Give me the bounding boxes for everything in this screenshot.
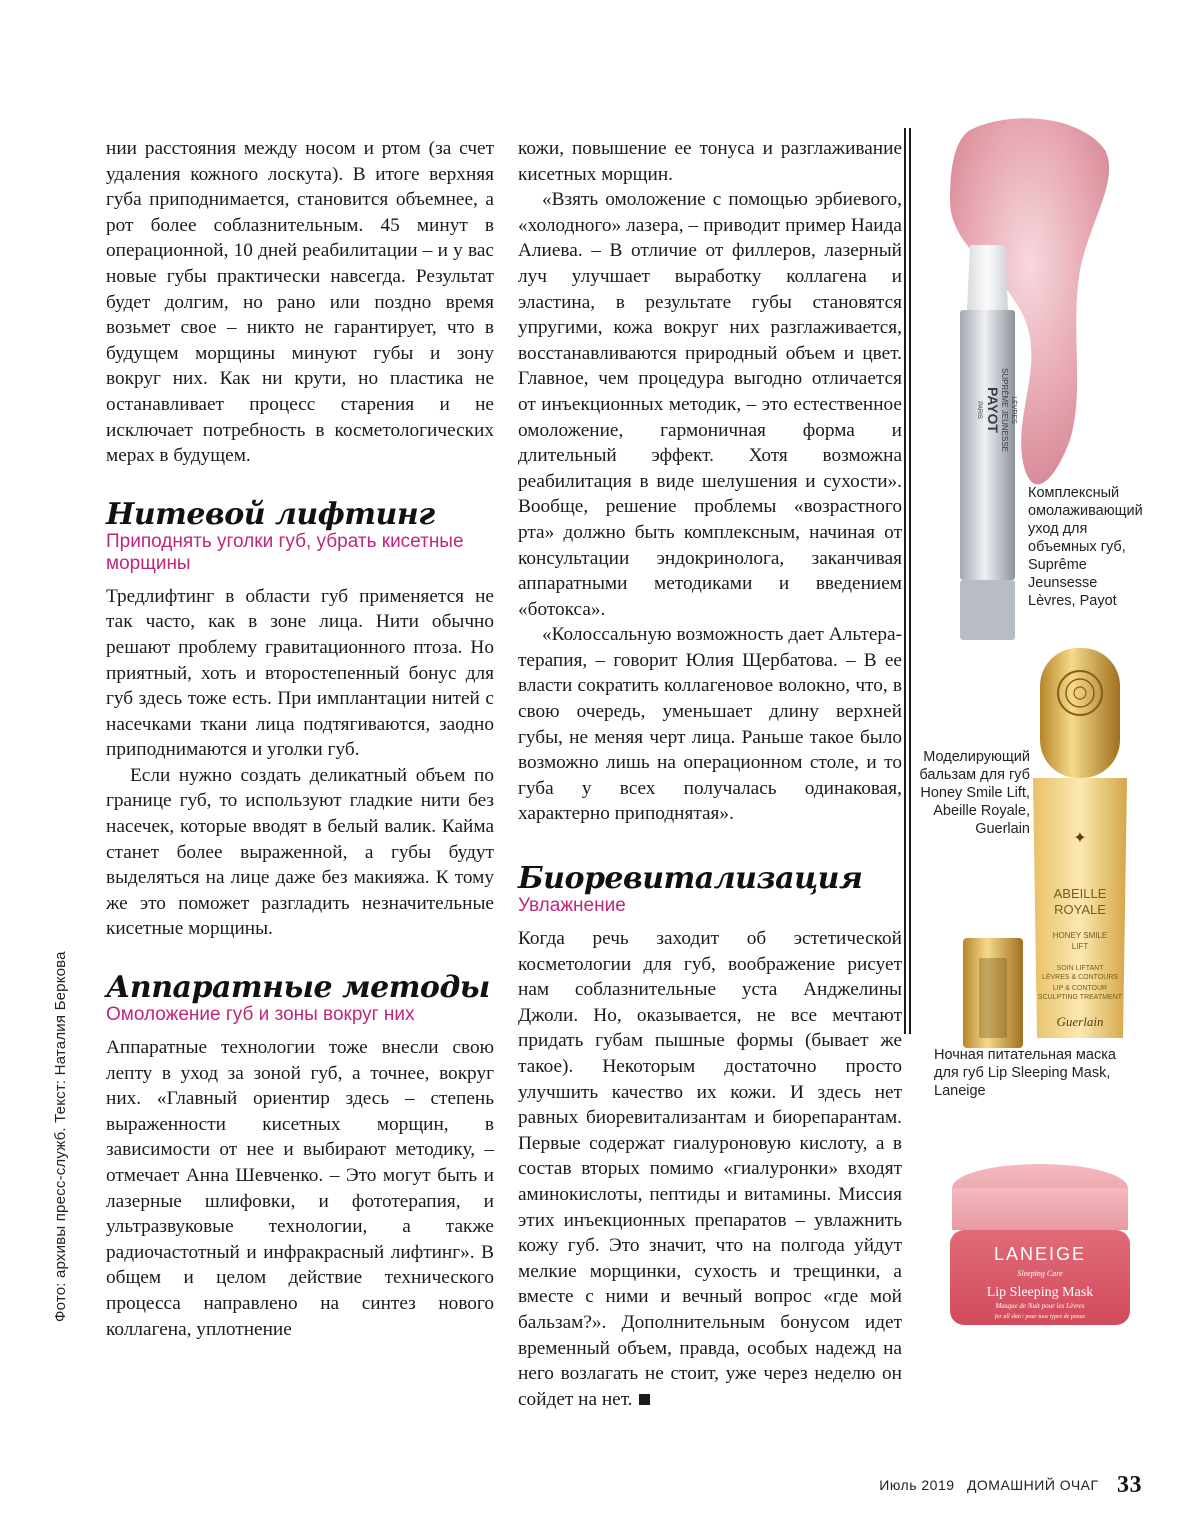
laneige-line: for all skin / pour tous types de peaux (994, 1314, 1086, 1320)
column-divider (909, 128, 911, 1034)
guerlain-logo: Guerlain (1056, 1014, 1104, 1029)
guerlain-line: ABEILLE (1053, 886, 1107, 901)
end-mark-icon (639, 1394, 650, 1405)
applicator-tip (967, 245, 1008, 310)
section-subtitle: Приподнять уголки губ, убрать кисетные морщины (106, 530, 464, 574)
caption-guerlain: Моделирующий бальзам для губ Honey Smile Lift, Abeille Royale, Guerlain (919, 749, 1030, 837)
paragraph (518, 926, 902, 1412)
guerlain-line: SOIN LIFTANT (1056, 965, 1104, 972)
guerlain-line: LÈVRES & CONTOURS (1041, 974, 1119, 981)
paragraph-text: Когда речь заходит об эстетической косметологии для губ, воображение рисует нам соблазнительные уста Анджелины Джоли. Но, оказывается, не все мечтают придать губам пышные формы (бывает же такое). Некоторым достаточно просто улучшить качество их кожи. И здесь нет равных биоревитализантам и биорепарантам. Первые содержат гиалуроновую кислоту, а в состав вторых помимо «гиалуронки» входят аминокислоты, пептиды и витамины. Миссия этих инъекционных препаратов – увлажнить кожу губ. Это значит, что на полгода уйдут мелкие морщинки, сухость и трещинки, а вместе с ними и вечный вопрос «где мой бальзам?». Дополнительным бонусом идет временный объем, правда, особых надежд на него возлагать не стоит, уже через неделю он сойдет на нет. (518, 928, 902, 1410)
paragraph: Если нужно создать деликатный объем по границе губ, то используют гладкие нити без насечек, которые вводят в белый валик. Кайма станет более выраженной, а губы будут выделяться на лице даже без макияжа. К тому же это поможет разгладить незначительные кисетные морщины. (106, 764, 494, 940)
section-title: Биоревитализация (518, 861, 863, 897)
guerlain-line: LIFT (1071, 942, 1089, 951)
section-biorevitalization (518, 863, 902, 1412)
jar-lid (952, 1188, 1128, 1230)
paragraph: кожи, повышение ее тонуса и разглаживание кисетных морщин. (518, 138, 902, 185)
article-column-left (106, 136, 494, 1342)
magazine-name: ДОМАШНИЙ ОЧАГ (966, 1477, 1099, 1493)
article-column-middle (518, 136, 902, 1412)
payot-sub: PARIS (976, 401, 982, 419)
payot-product-image (930, 110, 1190, 710)
payot-tube-base (960, 580, 1015, 640)
guerlain-line: ROYALE (1054, 902, 1106, 917)
laneige-logo: LANEIGE (993, 1244, 1087, 1264)
guerlain-product-image (955, 648, 1155, 1048)
paragraph: «Взять омоложение с помощью эрбиевого, «холодного» лазера, – приводит пример Наида Алиева. – В отличие от филлеров, лазерный луч улучшает выработку коллагена и эластина, в результате губы становятся упругими, кожа вокруг них разглаживается, восстанавливаются природный объем и цвет. Главное, чем процедура выгодно отличается от инъекционных методик, – это естественное омоложение, гармоничная форма и длительный эффект. Хотя возможна реабилитация в виде шелушения и сухости». Вообще, решение проблемы «возрастного рта» должно быть комплексным, начиная от консультации эндокринолога, заканчивая аппаратными методиками и введением «ботокса». (518, 189, 902, 620)
section-thread-lifting (106, 496, 494, 942)
page-number: 33 (1117, 1472, 1142, 1498)
paragraph: «Колоссальную возможность дает Альтера-терапия, – говорит Юлия Щербатова. – В ее власти сократить коллагеновое волокно, что, в свою очередь, уменьшает длину верхней губы, не меняя черт лица. Раньше такое было возможно лишь на операционном столе, и то губа у всех получалась одинаковая, характерно приподнятая». (518, 624, 902, 825)
page-footer (879, 1472, 1142, 1499)
guerlain-applicator (1040, 648, 1120, 778)
section-title: Нитевой лифтинг (106, 496, 435, 532)
section-subtitle: Омоложение губ и зоны вокруг них (106, 1004, 415, 1026)
paragraph: Тредлифтинг в области губ применяется не так часто, как в зоне лица. Нити обычно решают проблему гравитационного птоза. Но приятный, хоть и второстепенный бонус для губ здесь тоже есть. При имплантации нитей с насечками ткани лица подтягиваются, заодно приподнимаются и уголки губ. (106, 585, 494, 761)
laneige-line: Sleeping Care (1017, 1269, 1063, 1278)
column-divider (904, 128, 906, 1034)
caption-payot: Комплексный омолаживающий уход для объемных губ, Suprême Jeunsesse Lèvres, Payot (1028, 485, 1143, 609)
section-subtitle: Увлажнение (518, 895, 626, 917)
paragraph: Аппаратные технологии тоже внесли свою лепту в уход за зоной губ, а точнее, вокруг них. «Главный ориентир здесь – степень выраженности кисетных морщин, в зависимости от нее и выбирают методику, – отмечает Анна Шевченко. – Это могут быть и лазерные шлифовки, и фототерапия, и ультразвуковые технологии, а также радиочастотный и инфракрасный лифтинг». В общем и целом действие технического процесса направлено на синтез нового коллагена, уплотнение (106, 1037, 494, 1340)
paragraph: нии расстояния между носом и ртом (за счет удаления кожного лоскута). В итоге верхняя губа приподнимается, становится объемнее, а рот более соблазнительным. 45 минут в операционной, 10 дней реабилитации – и у вас новые губы практически навсегда. Результат будет долгим, но рано или поздно время возьмет свое – никто не гарантирует, что в будущем морщины минуют губы и зону вокруг них. Как ни крути, но пластика не останавливает процесс старения и не исключает потребность в косметологических мерах в будущем. (106, 138, 494, 467)
guerlain-line: SCULPTING TREATMENT (1037, 994, 1123, 1001)
guerlain-line: LIP & CONTOUR (1052, 985, 1108, 992)
payot-logo: PAYOT (985, 387, 1001, 433)
payot-product-line: SUPRÊME JEUNESSE (1000, 367, 1009, 453)
section-hardware-methods (106, 972, 494, 1342)
payot-product-line2: LÈVRES (1010, 396, 1017, 424)
laneige-product-image (925, 1150, 1155, 1340)
section-title: Аппаратные методы (106, 970, 490, 1006)
photo-credit: Фото: архивы пресс-служб. Текст: Наталия Беркова (52, 951, 69, 1322)
guerlain-line: HONEY SMILE (1052, 931, 1108, 940)
issue-date: Июль 2019 (879, 1477, 955, 1493)
bee-icon: ✦ (1073, 830, 1087, 847)
caption-laneige: Ночная питательная маска для губ Lip Sleeping Mask, Laneige (934, 1047, 1116, 1099)
laneige-line: Masque de Nuit pour les Lèvres (995, 1302, 1085, 1310)
laneige-line: Lip Sleeping Mask (986, 1285, 1094, 1300)
